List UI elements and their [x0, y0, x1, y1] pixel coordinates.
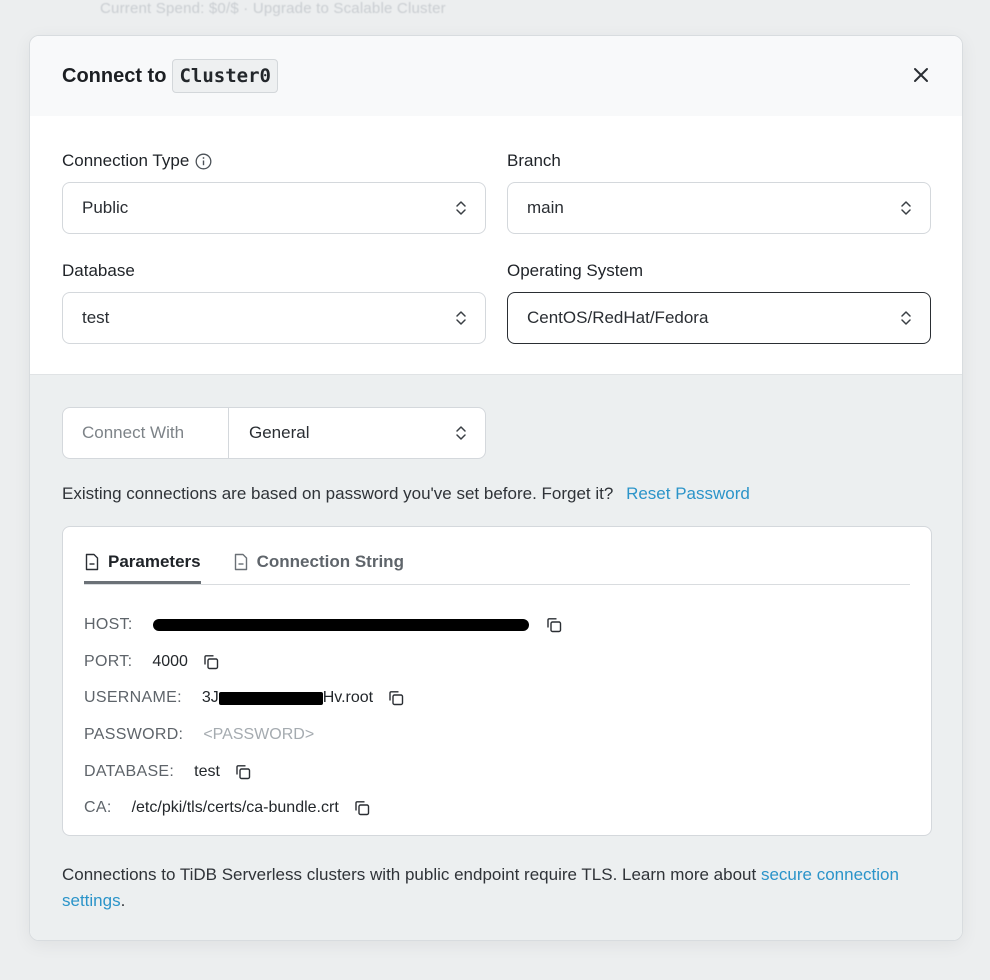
username-redacted	[219, 692, 323, 705]
database-value: test	[82, 308, 110, 327]
database-field	[62, 260, 486, 344]
branch-label: Branch	[507, 151, 561, 170]
connection-form	[30, 116, 962, 374]
file-icon	[233, 553, 249, 571]
tab-bar	[84, 527, 910, 585]
backdrop-text: Current Spend: $0/$ · Upgrade to Scalable Cluster	[100, 0, 446, 17]
connect-with-control	[62, 407, 486, 459]
parameters-card	[62, 526, 932, 836]
param-password-value: <PASSWORD>	[203, 726, 315, 744]
operating-system-select[interactable]	[507, 292, 931, 344]
branch-select[interactable]	[507, 182, 931, 234]
param-database-value: test	[194, 762, 220, 780]
secure-connection-settings-link[interactable]: secure connection settings	[62, 865, 899, 910]
reset-password-link[interactable]: Reset Password	[626, 484, 750, 503]
connection-type-select[interactable]	[62, 182, 486, 234]
operating-system-field	[507, 260, 931, 344]
branch-field	[507, 150, 931, 234]
param-host-key: HOST:	[84, 616, 133, 634]
connection-details-panel	[30, 374, 962, 940]
param-database-row	[84, 753, 910, 790]
close-icon	[910, 64, 932, 86]
chevron-updown-icon	[455, 199, 467, 217]
param-username-prefix: 3J	[201, 689, 219, 707]
dialog-title-prefix: Connect to	[62, 64, 167, 87]
connect-with-select[interactable]	[229, 408, 485, 458]
file-icon	[84, 553, 100, 571]
connection-type-field	[62, 150, 486, 234]
dialog-title	[62, 59, 278, 93]
copy-icon[interactable]	[202, 653, 220, 671]
operating-system-label: Operating System	[507, 261, 644, 280]
database-label: Database	[62, 261, 135, 280]
connection-type-value: Public	[82, 198, 129, 217]
branch-value: main	[527, 198, 564, 217]
tls-footnote-end: .	[120, 891, 126, 910]
close-button[interactable]	[910, 64, 932, 86]
param-host-row	[84, 607, 910, 644]
copy-icon[interactable]	[353, 799, 371, 817]
param-username-suffix: Hv.root	[322, 689, 374, 707]
param-port-row	[84, 644, 910, 681]
param-username-row	[84, 680, 910, 717]
param-ca-row	[84, 790, 910, 827]
param-port-value: 4000	[152, 652, 188, 670]
operating-system-value: CentOS/RedHat/Fedora	[527, 308, 709, 327]
connect-with-label: Connect With	[63, 408, 229, 458]
param-ca-key: CA:	[84, 799, 112, 817]
tab-connection-string[interactable]	[233, 552, 404, 584]
param-password-row	[84, 717, 910, 754]
chevron-updown-icon	[455, 424, 467, 442]
chevron-updown-icon	[900, 309, 912, 327]
connection-type-label: Connection Type	[62, 151, 190, 170]
connect-with-value: General	[249, 423, 310, 442]
cluster-name-chip: Cluster0	[172, 59, 278, 93]
host-redacted	[153, 619, 529, 631]
tls-footnote-text: Connections to TiDB Serverless clusters with public endpoint require TLS. Learn more about	[62, 865, 757, 884]
chevron-updown-icon	[455, 309, 467, 327]
tab-parameters-label: Parameters	[108, 552, 201, 571]
tab-connection-string-label: Connection String	[256, 552, 404, 571]
param-password-key: PASSWORD:	[84, 726, 184, 744]
parameter-list	[84, 585, 910, 827]
password-info-text: Existing connections are based on password you've set before. Forget it?	[62, 484, 614, 503]
info-icon[interactable]	[195, 153, 212, 170]
copy-icon[interactable]	[545, 616, 563, 634]
connect-dialog	[29, 35, 963, 941]
copy-icon[interactable]	[234, 763, 252, 781]
database-select[interactable]	[62, 292, 486, 344]
param-database-key: DATABASE:	[84, 762, 175, 780]
param-ca-value: /etc/pki/tls/certs/ca-bundle.crt	[131, 799, 339, 817]
copy-icon[interactable]	[387, 689, 405, 707]
chevron-updown-icon	[900, 199, 912, 217]
param-username-key: USERNAME:	[84, 689, 182, 707]
tab-parameters[interactable]	[84, 552, 201, 584]
tls-footnote	[62, 862, 922, 914]
password-info	[62, 484, 931, 504]
dialog-header	[30, 36, 962, 116]
param-port-key: PORT:	[84, 652, 133, 670]
